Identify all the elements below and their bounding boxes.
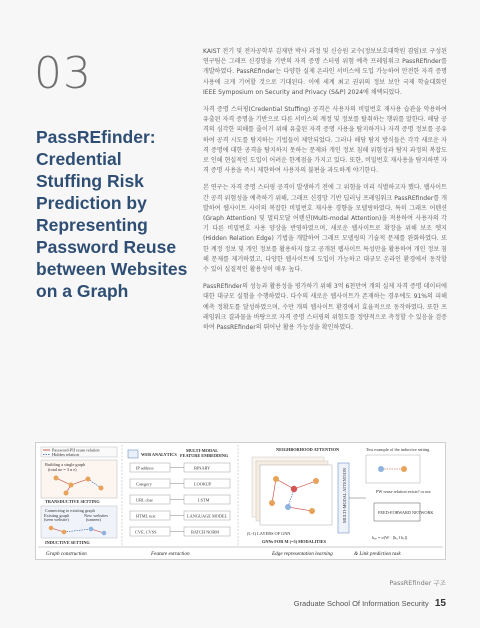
feature-encoder: BATCH NORM [191,529,220,535]
stage-label: Graph construction [46,551,87,557]
body-paragraph: KAIST 전기 및 전자공학부 김재만 박사 과정 및 신승원 교수(정보보호대학원 겸임)로 구성된 연구팀은 그래프 신경망을 기반의 자격 증명 스터핑 위험 예측 프레임워크 PassREfinder를 개발하였다. PassREfinder는 다양한 실제 온라인 서비스에 도입 가능하여 안전한 자격 증명 사용에 크게 기여할 것으로 기대된다. 이에 세계 최고 권위의 정보 보안 국제 학술대회인 IEEE Symposium on Security and Privacy (S&P) 2024에 채택되었다. [203,48,447,96]
feature-encoder: BINARY [194,465,211,471]
feature-header: WEB ANALYTICS [141,452,177,457]
title-line: Stuffing Risk [36,171,144,191]
feature-encoder: LANGUAGE MODEL [187,513,228,519]
setting-label: INDUCTIVE SETTING [45,540,90,545]
body-paragraph: 본 연구는 자격 증명 스터핑 공격이 발생하기 전에 그 위험을 미리 식별하고자 했다. 웹사이트 간 공격 위험성을 예측하기 위해, 그래프 신경망 기반 딥러닝 프레임워크 PassREfinder를 개발하여 웹사이트 사이의 복잡한 비밀번호 재사용 경향을 모델링하였다. 특히 그래프 어텐션(Graph Attention) 및 멀티모달 어텐션(Multi-modal Attention)을 적용하여 사용자의 각기 다른 비밀번호 사용 양상을 반영하였으며, 새로운 웹사이트로 확장을 위해 보조 엣지(Hidden Relation Edge) 기법을 개발하여 그래프 모델링의 기술적 문제를 완화하였다. 또한 계정 정보 및 개인 정보를 활용하지 않고 공개된 웹사이트 특성만을 활용하여 개인 정보 침해 문제를 제거하였고, 다양한 웹사이트에 도입이 가능하고 대규모 온라인 환경에서 동작할 수 있어 실질적인 활용성이 매우 높다. [203,184,447,274]
article-body [203,47,447,340]
title-line: Representing [36,215,148,235]
footer-text: Graduate School Of Information Security [293,599,429,608]
feature-input: CVE, CVSS [135,529,157,535]
layers-label: (L-1) LAYERS OF GNN [247,531,291,536]
article-title [36,126,186,302]
pw-label: PW reuse relation exists? or not [376,489,431,494]
section-number: 03 [34,48,92,99]
setting-label: TRANSDUCTIVE SETTING [45,499,100,504]
stage-label: Edge representation learning [272,551,333,557]
stage-label: & Link prediction task [354,551,401,557]
title-line: Credential [36,149,122,169]
feature-header: FEATURE EMBEDDING [180,453,229,458]
web-analytics-icon [128,450,138,458]
gnn-stack [252,457,332,525]
title-line: PassREfinder: [36,127,156,147]
feature-encoder: LOOKUP [194,481,212,487]
feature-input: URL char [136,497,153,503]
feature-input: IP address [136,465,154,471]
legend-entry: Hidden relation [52,452,79,457]
feature-input: Category [136,481,152,487]
test-label: Test example of the inductive setting [366,447,430,452]
feature-input: HTML text [136,513,156,519]
title-line: on a Graph [36,281,129,301]
title-line: Prediction by [36,193,147,213]
box-sublabel: (unseen) [86,517,101,522]
box-sublabel: (seen website) [44,517,69,522]
page-footer [294,598,446,609]
gnn-label: GNNs FOR M (=5) MODALITIES [262,539,327,544]
stage-label: Feature extraction [151,551,190,557]
body-paragraph: PassREfinder의 성능과 활용성을 평가하기 위해 3억 6천만여 개의 실제 자격 증명 데이터에 대한 대규모 실험을 수행하였다. 다수의 새로운 웹사이트가 존재하는 경우에도 91%의 피해 예측 정확도를 달성하였으며, 수만 개의 웹사이트 환경에서 효율적으로 동작하였다. 또한 프레임워크 결과물을 바탕으로 자격 증명 스터핑의 위험도를 정량적으로 측정할 수 있음을 검증하여 PassREfinder의 뛰어난 활용 가능성을 확인하였다. [203,283,447,332]
feature-rows [130,463,230,536]
architecture-figure [35,442,446,560]
title-line: between Websites [36,259,188,279]
body-paragraph: 자격 증명 스터핑(Credential Stuffing) 공격은 사용자의 비밀번호 재사용 습관을 악용하여 유출된 자격 증명을 기반으로 다른 서비스의 계정 및 정보를 탈취하는 행위를 말한다. 해당 공격의 심각한 피해를 줄이기 위해 유출된 자격 증명 사용을 탐지하거나 자격 증명 정보를 공유하여 공격 시도를 탐지하는 기법들이 제안되었다. 그러나 해당 탐지 방식들은 각각 새로운 자격 증명에 대한 공격을 탐지하지 못하는 문제와 개인 정보 침해 위험성과 탐지 과정의 복잡도로 인해 현실적인 도입이 어려운 한계점을 가지고 있다. 또한, 비밀번호 재사용을 탐지하면 자격 증명 사용을 즉시 제한하여 사용자의 불편을 과도하게 야기한다. [203,106,447,175]
figure-caption: PassREfinder 구조 [389,579,446,587]
attention-label: NEIGHBORHOOD ATTENTION [276,447,340,452]
page-number: 15 [434,598,446,609]
box-label: Connecting to existing graph [45,508,95,513]
box-sublabel: New websites [84,513,108,518]
box-sublabel: (total ne = 3 n e) [48,467,77,472]
feature-header: MULTI-MODAL [186,448,219,453]
ffn-label: FEED-FORWARD NETWORK [378,510,434,515]
architecture-diagram [36,443,445,559]
title-line: Password Reuse [36,237,177,257]
box-sublabel: Existing graph [44,513,70,518]
modal-label: MULTI-MODAL ATTENTION [342,468,347,523]
feature-encoder: LSTM [198,497,210,503]
formula: hᵤᵥ = σ(W · [hᵤ ‖ hᵥ]) [372,535,408,540]
legend-entry: Password-PII reuse relation [52,447,100,453]
box-label: Building a single graph [45,462,86,467]
